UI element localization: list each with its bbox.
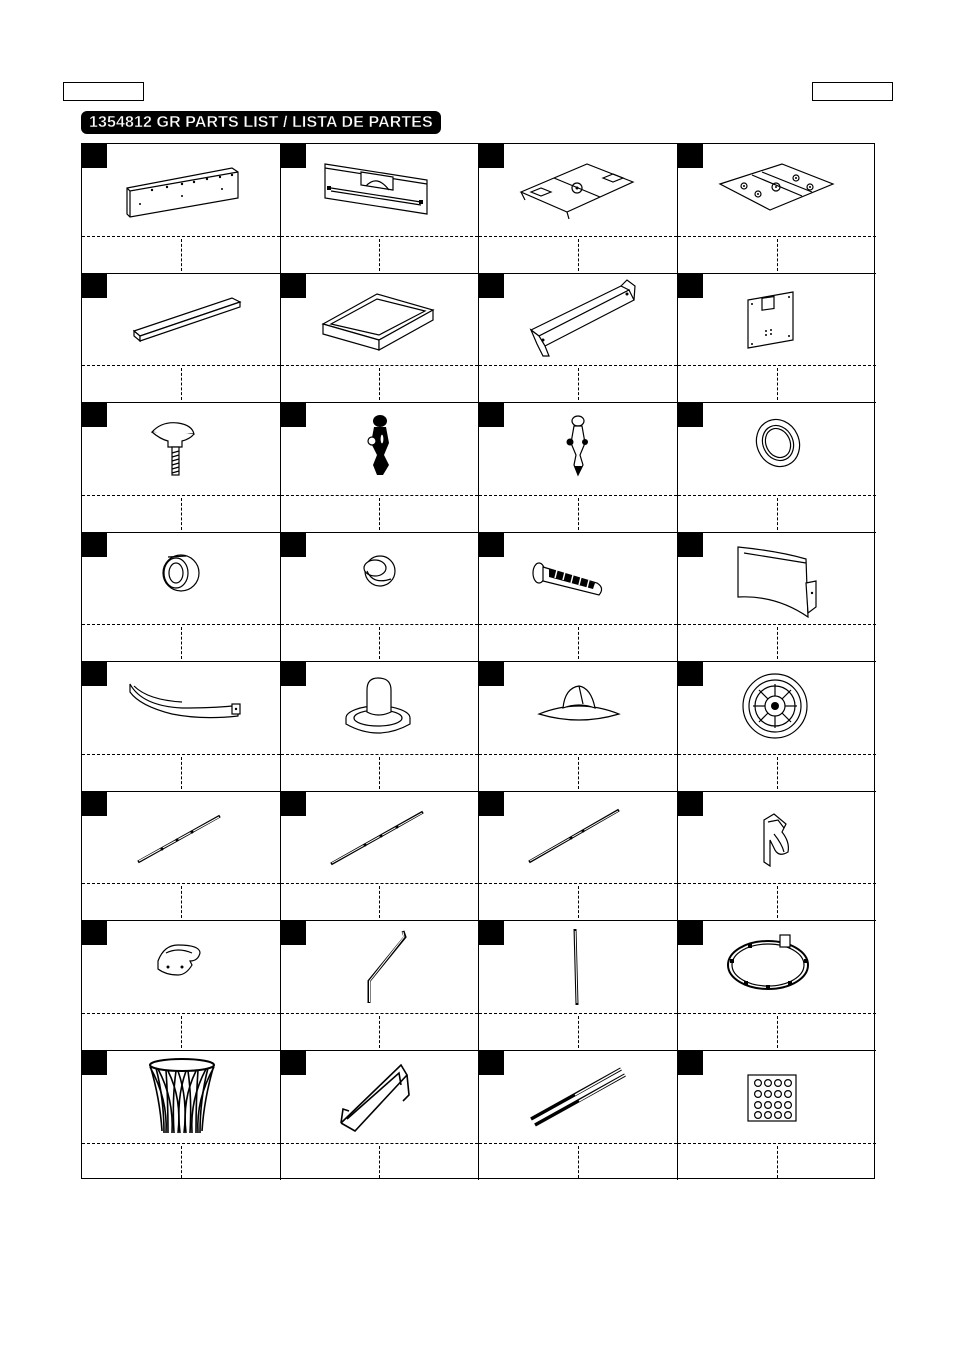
part-number-tab [281,403,306,427]
part-number-tab [479,533,504,557]
part-number-tab [479,662,504,686]
ball-holder-clip-icon [678,792,876,884]
part-number-tab [678,792,703,816]
part-cell [678,921,877,1051]
part-number-tab [678,662,703,686]
angle-bracket-rail-icon [479,274,677,366]
part-cell [479,1051,678,1181]
table-tennis-paddle-icon [479,662,677,754]
label-divider [379,1146,380,1178]
part-cell [678,403,877,533]
rubber-bumper-ring-icon [678,403,876,495]
part-number-tab [678,921,703,945]
part-number-tab [678,274,703,298]
part-label-row [281,754,479,791]
part-number-tab [281,792,306,816]
part-number-tab [82,1051,107,1075]
part-cell [82,274,281,404]
part-number-tab [479,1051,504,1075]
part-label-row [281,1143,479,1180]
part-number-tab [479,274,504,298]
label-divider [379,627,380,659]
wire-ball-chute-icon [281,1051,479,1143]
part-label-row [479,1143,677,1180]
curved-ball-return-icon [82,662,280,754]
part-label-row [678,883,877,920]
part-cell [82,792,281,922]
basketball-net-icon [82,1051,280,1143]
part-label-row [479,236,677,273]
label-divider [578,757,579,789]
part-number-tab [678,403,703,427]
part-label-row [281,624,479,661]
part-label-row [479,495,677,532]
label-divider [578,1146,579,1178]
part-label-row [281,236,479,273]
header-box-right [812,82,893,101]
part-cell [678,533,877,663]
part-label-row [82,1143,280,1180]
hardware-pack-icon [678,1051,876,1143]
part-label-row [82,365,280,402]
label-divider [777,627,778,659]
part-cell [678,1051,877,1181]
label-divider [181,368,182,400]
label-divider [181,757,182,789]
label-divider [578,886,579,918]
part-cell [479,792,678,922]
part-label-row [82,624,280,661]
label-divider [578,627,579,659]
part-label-row [82,236,280,273]
rod-handle-grip-icon [479,533,677,625]
part-number-tab [678,1051,703,1075]
part-label-row [479,754,677,791]
part-cell [678,662,877,792]
backboard-plate-icon [678,274,876,366]
label-divider [379,368,380,400]
part-cell [281,1051,480,1181]
part-number-tab [479,921,504,945]
player-rod-medium-icon [281,792,479,884]
part-label-row [678,754,877,791]
part-cell [479,144,678,274]
part-label-row [82,883,280,920]
part-number-tab [281,1051,306,1075]
label-divider [578,239,579,271]
parts-list-title [81,111,441,134]
label-divider [181,1016,182,1048]
part-label-row [678,365,877,402]
part-number-tab [82,792,107,816]
label-divider [379,498,380,530]
part-number-tab [82,144,107,168]
part-cell [82,403,281,533]
part-cell [678,274,877,404]
part-number-tab [281,144,306,168]
part-cell [479,533,678,663]
part-label-row [82,754,280,791]
part-number-tab [678,533,703,557]
part-cell [281,662,480,792]
bent-wire-rod-icon [281,921,479,1013]
part-cell [82,533,281,663]
small-bushing-icon [281,533,479,625]
part-label-row [678,1143,877,1180]
label-divider [181,886,182,918]
rod-bushing-icon [82,533,280,625]
part-cell [281,792,480,922]
label-divider [181,1146,182,1178]
label-divider [379,1016,380,1048]
part-label-row [678,236,877,273]
part-number-tab [281,274,306,298]
header-box-left [63,82,144,101]
parts-grid [81,143,875,1179]
dark-soccer-man-icon [281,403,479,495]
part-cell [479,921,678,1051]
part-label-row [281,365,479,402]
label-divider [578,1016,579,1048]
player-rod-long-icon [82,792,280,884]
label-divider [181,239,182,271]
label-divider [777,1146,778,1178]
part-number-tab [281,921,306,945]
part-cell [281,533,480,663]
part-label-row [479,883,677,920]
light-soccer-man-icon [479,403,677,495]
part-number-tab [82,274,107,298]
part-number-tab [281,662,306,686]
label-divider [578,368,579,400]
part-cell [678,144,877,274]
label-divider [181,498,182,530]
label-divider [777,886,778,918]
part-number-tab [82,533,107,557]
table-frame-box-icon [281,274,479,366]
part-label-row [281,495,479,532]
soccer-playfield-icon [479,144,677,236]
end-panel-with-opening-icon [281,144,479,236]
label-divider [578,498,579,530]
label-divider [181,627,182,659]
label-divider [777,368,778,400]
billiard-cues-icon [479,1051,677,1143]
blower-fan-icon [678,662,876,754]
part-number-tab [479,792,504,816]
part-label-row [479,365,677,402]
label-divider [379,886,380,918]
part-label-row [281,1013,479,1050]
leveler-knob-icon [82,403,280,495]
part-cell [82,144,281,274]
label-divider [379,239,380,271]
part-cell [281,403,480,533]
part-label-row [479,1013,677,1050]
part-number-tab [82,403,107,427]
part-number-tab [281,533,306,557]
part-label-row [82,1013,280,1050]
part-cell [281,274,480,404]
hoop-mount-bracket-icon [82,921,280,1013]
label-divider [777,239,778,271]
long-side-panel-icon [82,144,280,236]
part-number-tab [82,662,107,686]
part-label-row [281,883,479,920]
part-cell [479,274,678,404]
label-divider [777,757,778,789]
hockey-playfield-icon [678,144,876,236]
curved-end-panel-icon [678,533,876,625]
hockey-pusher-icon [281,662,479,754]
part-number-tab [678,144,703,168]
part-number-tab [479,403,504,427]
wooden-rail-icon [82,274,280,366]
part-cell [82,1051,281,1181]
part-cell [82,921,281,1051]
part-number-tab [479,144,504,168]
part-label-row [678,624,877,661]
label-divider [777,498,778,530]
page-title: 1354812 GR PARTS LIST / LISTA DE PARTES [89,113,433,131]
basketball-rim-icon [678,921,876,1013]
part-cell [281,921,480,1051]
part-cell [479,403,678,533]
part-cell [678,792,877,922]
player-rod-short-icon [479,792,677,884]
part-cell [281,144,480,274]
part-cell [82,662,281,792]
part-label-row [479,624,677,661]
part-label-row [82,495,280,532]
straight-pole-icon [479,921,677,1013]
label-divider [379,757,380,789]
part-label-row [678,495,877,532]
part-label-row [678,1013,877,1050]
part-number-tab [82,921,107,945]
label-divider [777,1016,778,1048]
part-cell [479,662,678,792]
